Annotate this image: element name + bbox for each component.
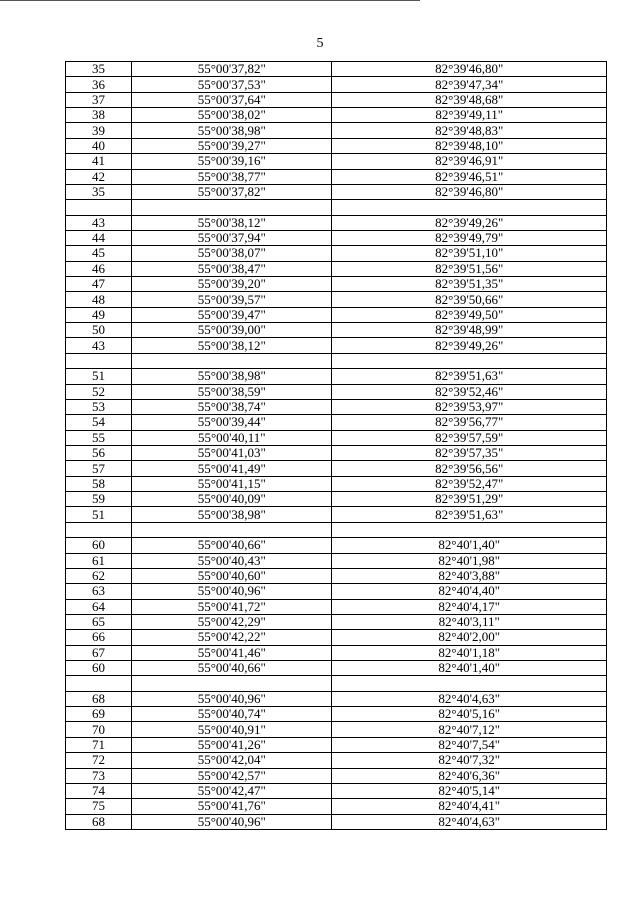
latitude-cell: 55°00'41,15" [132,476,332,491]
point-number-cell: 63 [66,584,132,599]
table-row [66,369,607,384]
longitude-cell [332,676,607,691]
table-row [66,661,607,676]
longitude-cell: 82°40'4,63" [332,691,607,706]
table-row [66,415,607,430]
latitude-cell: 55°00'39,47" [132,307,332,322]
longitude-cell: 82°40'5,16" [332,707,607,722]
table-row [66,568,607,583]
table-row [66,399,607,414]
latitude-cell: 55°00'39,44" [132,415,332,430]
longitude-cell: 82°40'1,18" [332,645,607,660]
point-number-cell: 65 [66,614,132,629]
latitude-cell: 55°00'37,53" [132,77,332,92]
point-number-cell: 41 [66,154,132,169]
latitude-cell: 55°00'38,74" [132,399,332,414]
point-number-cell: 74 [66,783,132,798]
latitude-cell: 55°00'38,98" [132,507,332,522]
table-row [66,215,607,230]
latitude-cell: 55°00'42,22" [132,630,332,645]
longitude-cell: 82°39'46,91" [332,154,607,169]
longitude-cell: 82°39'51,10" [332,246,607,261]
point-number-cell: 70 [66,722,132,737]
table-row [66,277,607,292]
latitude-cell: 55°00'40,74" [132,707,332,722]
latitude-cell: 55°00'41,26" [132,737,332,752]
point-number-cell: 62 [66,568,132,583]
spacer-row [66,522,607,537]
latitude-cell: 55°00'41,72" [132,599,332,614]
point-number-cell: 71 [66,737,132,752]
longitude-cell: 82°39'57,59" [332,430,607,445]
longitude-cell: 82°39'46,80" [332,184,607,199]
table-row [66,108,607,123]
table-row [66,584,607,599]
table-row [66,614,607,629]
spacer-row [66,353,607,368]
point-number-cell: 75 [66,799,132,814]
longitude-cell: 82°40'2,00" [332,630,607,645]
longitude-cell: 82°40'3,11" [332,614,607,629]
longitude-cell: 82°39'56,56" [332,461,607,476]
point-number-cell: 38 [66,108,132,123]
point-number-cell: 51 [66,507,132,522]
table-row [66,292,607,307]
latitude-cell: 55°00'40,11" [132,430,332,445]
latitude-cell: 55°00'39,27" [132,138,332,153]
point-number-cell: 36 [66,77,132,92]
longitude-cell: 82°40'1,98" [332,553,607,568]
table-row [66,476,607,491]
latitude-cell: 55°00'38,12" [132,215,332,230]
latitude-cell [132,522,332,537]
longitude-cell: 82°39'47,34" [332,77,607,92]
table-row [66,307,607,322]
table-row [66,538,607,553]
longitude-cell: 82°39'49,79" [332,230,607,245]
longitude-cell: 82°39'53,97" [332,399,607,414]
latitude-cell: 55°00'37,82" [132,184,332,199]
table-row [66,92,607,107]
latitude-cell: 55°00'40,96" [132,584,332,599]
latitude-cell: 55°00'40,66" [132,538,332,553]
longitude-cell: 82°40'6,36" [332,768,607,783]
longitude-cell: 82°39'49,26" [332,338,607,353]
table-row [66,230,607,245]
table-row [66,722,607,737]
point-number-cell: 50 [66,323,132,338]
point-number-cell: 46 [66,261,132,276]
longitude-cell: 82°39'49,50" [332,307,607,322]
longitude-cell: 82°39'48,83" [332,123,607,138]
table-row [66,184,607,199]
table-row [66,323,607,338]
longitude-cell: 82°40'7,54" [332,737,607,752]
table-row [66,707,607,722]
latitude-cell: 55°00'39,57" [132,292,332,307]
table-row [66,753,607,768]
point-number-cell: 43 [66,338,132,353]
latitude-cell: 55°00'38,59" [132,384,332,399]
point-number-cell: 67 [66,645,132,660]
coordinates-table-body [66,62,607,830]
point-number-cell: 68 [66,691,132,706]
table-row [66,246,607,261]
latitude-cell: 55°00'42,04" [132,753,332,768]
point-number-cell: 60 [66,661,132,676]
table-row [66,77,607,92]
latitude-cell: 55°00'41,49" [132,461,332,476]
longitude-cell: 82°39'46,80" [332,62,607,77]
latitude-cell: 55°00'39,00" [132,323,332,338]
table-row [66,154,607,169]
table-row [66,338,607,353]
point-number-cell: 57 [66,461,132,476]
longitude-cell: 82°39'56,77" [332,415,607,430]
table-row [66,768,607,783]
point-number-cell: 52 [66,384,132,399]
table-row [66,123,607,138]
table-row [66,814,607,829]
latitude-cell: 55°00'37,64" [132,92,332,107]
point-number-cell: 42 [66,169,132,184]
longitude-cell: 82°39'48,68" [332,92,607,107]
point-number-cell [66,676,132,691]
longitude-cell: 82°39'51,56" [332,261,607,276]
latitude-cell: 55°00'38,07" [132,246,332,261]
longitude-cell: 82°40'7,12" [332,722,607,737]
coordinates-table [65,61,607,830]
latitude-cell [132,353,332,368]
latitude-cell: 55°00'38,98" [132,123,332,138]
table-row [66,261,607,276]
longitude-cell [332,522,607,537]
point-number-cell: 35 [66,184,132,199]
point-number-cell: 69 [66,707,132,722]
longitude-cell: 82°39'46,51" [332,169,607,184]
point-number-cell: 35 [66,62,132,77]
latitude-cell: 55°00'40,09" [132,492,332,507]
table-row [66,169,607,184]
latitude-cell [132,200,332,215]
longitude-cell: 82°39'51,29" [332,492,607,507]
table-row [66,62,607,77]
latitude-cell: 55°00'41,46" [132,645,332,660]
table-row [66,430,607,445]
point-number-cell: 53 [66,399,132,414]
longitude-cell: 82°39'51,63" [332,507,607,522]
table-row [66,384,607,399]
latitude-cell: 55°00'39,16" [132,154,332,169]
point-number-cell: 56 [66,445,132,460]
point-number-cell: 54 [66,415,132,430]
point-number-cell: 59 [66,492,132,507]
latitude-cell: 55°00'38,77" [132,169,332,184]
table-row [66,507,607,522]
table-row [66,737,607,752]
point-number-cell: 49 [66,307,132,322]
latitude-cell: 55°00'38,47" [132,261,332,276]
longitude-cell: 82°40'5,14" [332,783,607,798]
table-row [66,799,607,814]
longitude-cell: 82°40'4,41" [332,799,607,814]
table-row [66,461,607,476]
table-row [66,691,607,706]
latitude-cell [132,676,332,691]
latitude-cell: 55°00'40,96" [132,691,332,706]
table-row [66,645,607,660]
latitude-cell: 55°00'41,03" [132,445,332,460]
longitude-cell: 82°39'52,46" [332,384,607,399]
longitude-cell [332,353,607,368]
longitude-cell: 82°40'1,40" [332,661,607,676]
latitude-cell: 55°00'39,20" [132,277,332,292]
longitude-cell: 82°40'4,63" [332,814,607,829]
longitude-cell: 82°39'57,35" [332,445,607,460]
latitude-cell: 55°00'40,96" [132,814,332,829]
longitude-cell: 82°40'4,17" [332,599,607,614]
table-row [66,492,607,507]
spacer-row [66,676,607,691]
point-number-cell: 44 [66,230,132,245]
longitude-cell: 82°39'50,66" [332,292,607,307]
longitude-cell: 82°39'51,63" [332,369,607,384]
table-row [66,599,607,614]
longitude-cell: 82°39'48,99" [332,323,607,338]
point-number-cell: 58 [66,476,132,491]
longitude-cell: 82°39'51,35" [332,277,607,292]
point-number-cell: 47 [66,277,132,292]
latitude-cell: 55°00'40,91" [132,722,332,737]
top-rule [0,0,420,1]
point-number-cell: 72 [66,753,132,768]
table-row [66,138,607,153]
latitude-cell: 55°00'40,66" [132,661,332,676]
point-number-cell: 40 [66,138,132,153]
latitude-cell: 55°00'38,98" [132,369,332,384]
point-number-cell [66,353,132,368]
longitude-cell: 82°40'3,88" [332,568,607,583]
longitude-cell: 82°39'48,10" [332,138,607,153]
longitude-cell: 82°40'4,40" [332,584,607,599]
point-number-cell: 73 [66,768,132,783]
latitude-cell: 55°00'42,57" [132,768,332,783]
point-number-cell: 45 [66,246,132,261]
latitude-cell: 55°00'37,82" [132,62,332,77]
latitude-cell: 55°00'38,12" [132,338,332,353]
latitude-cell: 55°00'41,76" [132,799,332,814]
point-number-cell: 66 [66,630,132,645]
latitude-cell: 55°00'38,02" [132,108,332,123]
longitude-cell: 82°39'49,11" [332,108,607,123]
spacer-row [66,200,607,215]
point-number-cell: 55 [66,430,132,445]
longitude-cell: 82°40'1,40" [332,538,607,553]
longitude-cell: 82°40'7,32" [332,753,607,768]
longitude-cell: 82°39'49,26" [332,215,607,230]
point-number-cell: 51 [66,369,132,384]
point-number-cell: 61 [66,553,132,568]
point-number-cell: 43 [66,215,132,230]
latitude-cell: 55°00'42,47" [132,783,332,798]
point-number-cell: 60 [66,538,132,553]
latitude-cell: 55°00'40,43" [132,553,332,568]
point-number-cell: 64 [66,599,132,614]
point-number-cell: 37 [66,92,132,107]
point-number-cell: 48 [66,292,132,307]
point-number-cell: 68 [66,814,132,829]
longitude-cell [332,200,607,215]
page-number: 5 [316,36,324,51]
point-number-cell: 39 [66,123,132,138]
latitude-cell: 55°00'40,60" [132,568,332,583]
latitude-cell: 55°00'42,29" [132,614,332,629]
latitude-cell: 55°00'37,94" [132,230,332,245]
table-row [66,553,607,568]
table-row [66,630,607,645]
longitude-cell: 82°39'52,47" [332,476,607,491]
point-number-cell [66,522,132,537]
point-number-cell [66,200,132,215]
table-row [66,783,607,798]
table-row [66,445,607,460]
